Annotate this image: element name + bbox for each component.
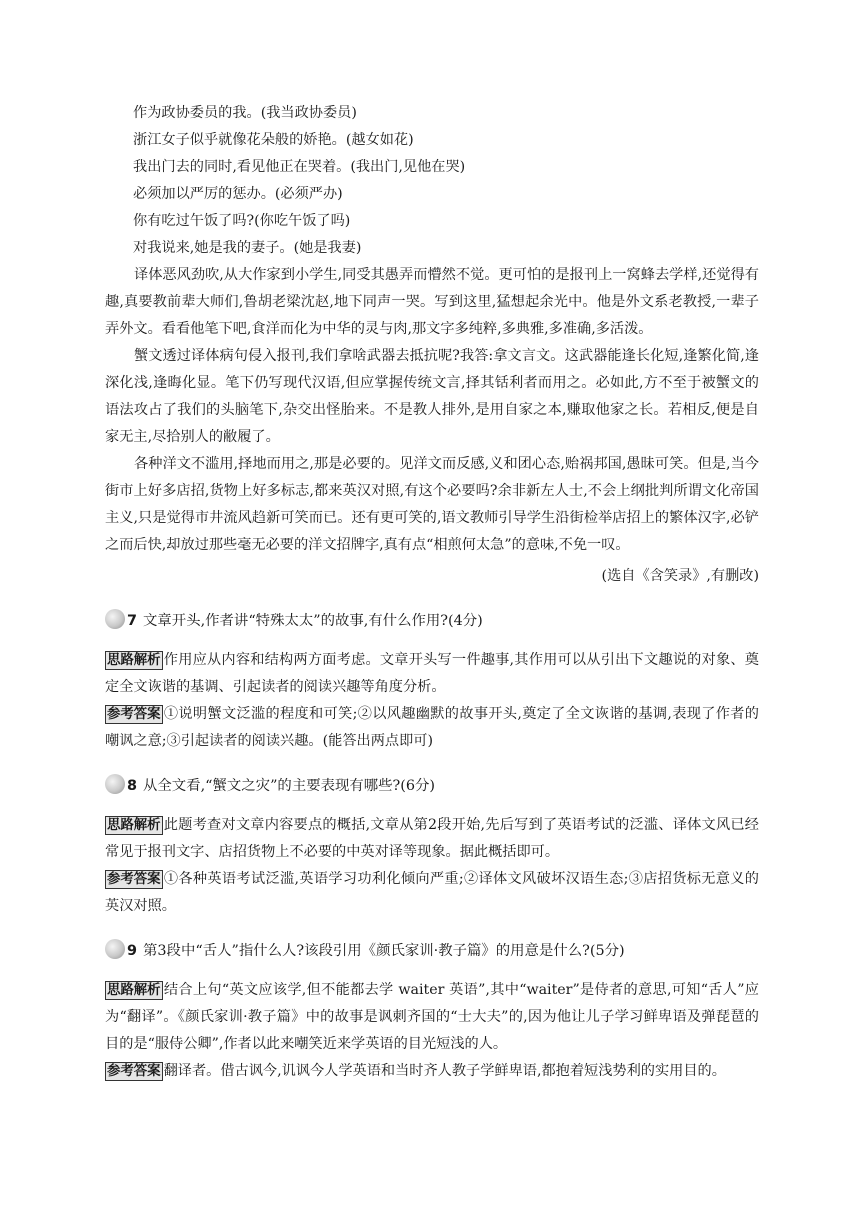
question-prompt: 文章开头,作者讲“特殊太太”的故事,有什么作用?(4分) — [143, 613, 483, 629]
body-paragraph: 译体恶风劲吹,从大作家到小学生,同受其愚弄而懵然不觉。更可怕的是报刊上一窝蜂去学样,还觉得有趣,真要教前辈大师们,鲁胡老梁沈赵,地下同声一哭。写到这里,猛想起余光中。他是外文系老教授,一辈子弄外文。看看他笔下吧,食洋而化为中华的灵与肉,那文字多纯粹,多典雅,多准确,多活泼。 — [105, 267, 759, 337]
analysis-block — [105, 647, 759, 701]
source-citation: (选自《含笑录》,有删改) — [601, 568, 759, 584]
body-paragraph: 各种洋文不滥用,择地而用之,那是必要的。见洋文而反感,义和团心态,贻祸邦国,愚昧可笑。但是,当今街市上好多店招,货物上好多标志,都来英汉对照,有这个必要吗?余非新左人士,不会上纲批判所谓文化帝国主义,只是觉得市井流风趋新可笑而已。还有更可笑的,语文教师引导学生沿街检举店招上的繁体汉字,必铲之而后快,却放过那些毫无必要的洋文招牌字,真有点“相煎何太急”的意味,不免一叹。 — [105, 456, 759, 553]
answer-block — [105, 1058, 759, 1085]
answer-text: 翻译者。借古讽今,讥讽今人学英语和当时齐人教子学鲜卑语,都抱着短浅势利的实用目的。 — [163, 1063, 726, 1079]
example-line: 必须加以严厉的惩办。(必须严办) — [133, 186, 343, 202]
example-line: 你有吃过午饭了吗?(你吃午饭了吗) — [133, 213, 351, 229]
question-number: 8 — [127, 778, 138, 794]
question-number: 7 — [127, 613, 138, 629]
analysis-text: 作用应从内容和结构两方面考虑。文章开头写一件趣事,其作用可以从引出下文趣说的对象、奠定全文诙谐的基调、引起读者的阅读兴趣等角度分析。 — [105, 652, 759, 695]
answer-tag: 参考答案 — [107, 1064, 161, 1079]
answer-block — [105, 866, 759, 920]
example-line: 对我说来,她是我的妻子。(她是我妻) — [133, 240, 362, 256]
analysis-block — [105, 977, 759, 1058]
analysis-tag: 思路解析 — [107, 818, 161, 833]
analysis-tag: 思路解析 — [107, 653, 161, 668]
document-page — [105, 100, 759, 1085]
question-9 — [105, 938, 759, 965]
question-prompt: 从全文看,“蟹文之灾”的主要表现有哪些?(6分) — [143, 778, 436, 794]
example-list — [105, 100, 759, 262]
example-line: 作为政协委员的我。(我当政协委员) — [133, 105, 357, 121]
analysis-tag: 思路解析 — [107, 983, 161, 998]
question-8 — [105, 773, 759, 800]
bullet-circle-icon — [105, 609, 125, 629]
bullet-circle-icon — [105, 774, 125, 794]
question-number: 9 — [127, 943, 138, 959]
example-line: 我出门去的同时,看见他正在哭着。(我出门,见他在哭) — [133, 159, 466, 175]
answer-text: ①说明蟹文泛滥的程度和可笑;②以风趣幽默的故事开头,奠定了全文诙谐的基调,表现了作者的嘲讽之意;③引起读者的阅读兴趣。(能答出两点即可) — [105, 706, 759, 749]
answer-tag: 参考答案 — [107, 872, 161, 887]
answer-text: ①各种英语考试泛滥,英语学习功利化倾向严重;②译体文风破坏汉语生态;③店招货标无意义的英汉对照。 — [105, 871, 759, 914]
question-prompt: 第3段中“舌人”指什么人?该段引用《颜氏家训·教子篇》的用意是什么?(5分) — [143, 943, 625, 959]
analysis-text: 此题考查对文章内容要点的概括,文章从第2段开始,先后写到了英语考试的泛滥、译体文风已经常见于报刊文字、店招货物上不必要的中英对译等现象。据此概括即可。 — [105, 817, 759, 860]
question-7 — [105, 608, 759, 635]
body-paragraph: 蟹文透过译体病句侵入报刊,我们拿啥武器去抵抗呢?我答:拿文言文。这武器能逢长化短,逢繁化简,逢深化浅,逢晦化显。笔下仍写现代汉语,但应掌握传统文言,择其铦利者而用之。必如此,方不至于被蟹文的语法攻占了我们的头脑笔下,杂交出怪胎来。不是教人排外,是用自家之本,赚取他家之长。若相反,便是自家无主,尽拾别人的敝履了。 — [105, 348, 759, 445]
answer-tag: 参考答案 — [107, 707, 161, 722]
bullet-circle-icon — [105, 939, 125, 959]
analysis-block — [105, 812, 759, 866]
example-line: 浙江女子似乎就像花朵般的娇艳。(越女如花) — [133, 132, 414, 148]
analysis-text: 结合上句“英文应该学,但不能都去学 waiter 英语”,其中“waiter”是侍者的意思,可知“舌人”应为“翻译”。《颜氏家训·教子篇》中的故事是讽刺齐国的“士大夫”的,因为他让儿子学习鲜卑语及弹琵琶的目的是“服侍公卿”,作者以此来嘲笑近来学英语的目光短浅的人。 — [105, 982, 759, 1052]
answer-block — [105, 701, 759, 755]
